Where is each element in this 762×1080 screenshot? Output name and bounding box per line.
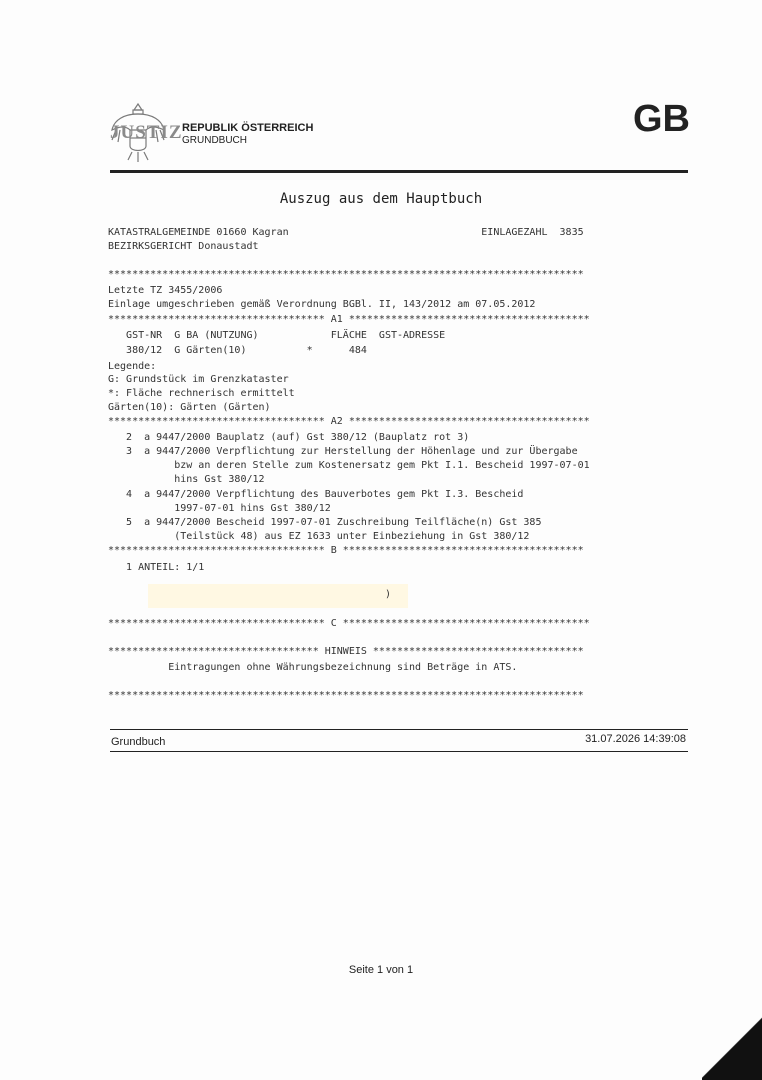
last-tz-line: Letzte TZ 3455/2006 <box>108 285 223 296</box>
a2-entry: 3 a 9447/2000 Verpflichtung zur Herstellung der Höhenlage und zur Übergabe <box>108 446 578 457</box>
gb-badge: GB <box>633 98 690 140</box>
b-stray-mark: ) <box>108 589 391 600</box>
court-line: BEZIRKSGERICHT Donaustadt <box>108 241 259 252</box>
header-rule <box>110 170 688 173</box>
closing-separator: ******************************************************************************* <box>108 690 584 701</box>
registry-label: GRUNDBUCH <box>182 135 247 146</box>
note-text: Eintragungen ohne Währungsbezeichnung sind Beträge in ATS. <box>108 662 518 673</box>
legend-item: Gärten(10): Gärten (Gärten) <box>108 402 271 413</box>
a1-column-headers: GST-NR G BA (NUTZUNG) FLÄCHE GST-ADRESSE <box>108 330 446 341</box>
footer-rule-bottom <box>110 751 688 752</box>
footer-rule <box>110 729 688 730</box>
a2-entry: 4 a 9447/2000 Verpflichtung des Bauverbotes gem Pkt I.3. Bescheid <box>108 489 524 500</box>
a2-entry-continuation: (Teilstück 48) aus EZ 1633 unter Einbeziehung in Gst 380/12 <box>108 531 530 542</box>
legend-item: *: Fläche rechnerisch ermittelt <box>108 388 295 399</box>
footer-timestamp: 31.07.2026 14:39:08 <box>585 733 686 745</box>
a2-entry: 2 a 9447/2000 Bauplatz (auf) Gst 380/12 (Bauplatz rot 3) <box>108 432 470 443</box>
republic-label <box>182 122 313 134</box>
footer-source: Grundbuch <box>111 736 166 748</box>
section-note-header: *********************************** HINWEIS *********************************** <box>108 646 584 657</box>
separator-line: ******************************************************************************* <box>108 269 584 280</box>
a2-entry-continuation: 1997-07-01 hins Gst 380/12 <box>108 503 331 514</box>
a1-parcel-row: 380/12 G Gärten(10) * 484 <box>108 345 367 356</box>
section-a2-header: ************************************ A2 **************************************** <box>108 416 590 427</box>
page-number: Seite 1 von 1 <box>348 964 414 976</box>
document-title: Auszug aus dem Hauptbuch <box>279 191 483 207</box>
section-b-header: ************************************ B **************************************** <box>108 545 584 556</box>
justiz-wordmark: JUSTIZ <box>110 122 183 143</box>
legend-heading: Legende: <box>108 361 157 372</box>
transfer-line: Einlage umgeschrieben gemäß Verordnung BGBl. II, 143/2012 am 07.05.2012 <box>108 299 536 310</box>
justiz-logo <box>106 100 316 164</box>
a2-entry-continuation: hins Gst 380/12 <box>108 474 265 485</box>
section-a1-header: ************************************ A1 **************************************** <box>108 314 590 325</box>
republic-text: REPUBLIK ÖSTERREICH <box>182 122 314 134</box>
page-corner-shadow <box>702 1000 762 1080</box>
section-c-header: ************************************ C ***************************************** <box>108 618 590 629</box>
a2-entry-continuation: bzw an deren Stelle zum Kostenersatz gem Pkt I.1. Bescheid 1997-07-01 <box>108 460 590 471</box>
b-share-line: 1 ANTEIL: 1/1 <box>108 562 205 573</box>
legend-item: G: Grundstück im Grenzkataster <box>108 374 289 385</box>
cadastral-line: KATASTRALGEMEINDE 01660 Kagran EINLAGEZAHL 3835 <box>108 227 584 238</box>
a2-entry: 5 a 9447/2000 Bescheid 1997-07-01 Zuschreibung Teilfläche(n) Gst 385 <box>108 517 542 528</box>
